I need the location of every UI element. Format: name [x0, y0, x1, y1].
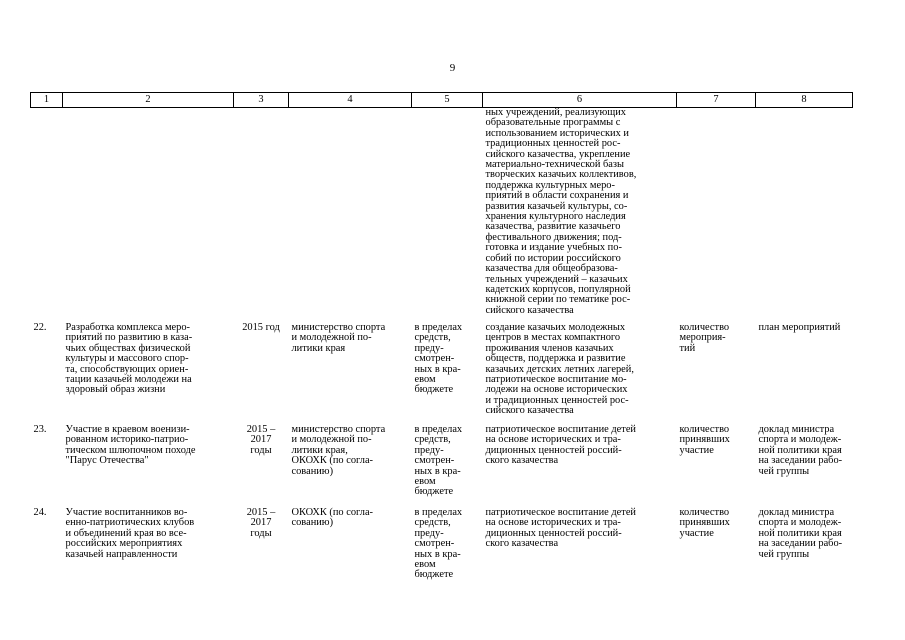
control-cell: доклад министра спорта и молодеж- ной политики края на заседании рабо- чей группы: [758, 424, 843, 477]
column-number: 1: [31, 93, 63, 108]
table-row: [31, 505, 853, 581]
measure-name: Участие в краевом военизи- рованном историко-патрио- тическом шлюпочном походе "Парус Отечества": [65, 424, 196, 467]
indicator-cell: количество принявших участие: [679, 424, 730, 456]
column-number: 5: [412, 93, 483, 108]
result-cell: патриотическое воспитание детей на основе исторических и тра- диционных ценностей россий- ского казачества: [485, 424, 636, 467]
row-number: 24.: [33, 507, 47, 518]
column-number: 7: [677, 93, 756, 108]
indicator-cell: количество принявших участие: [679, 507, 730, 539]
funding-cell: в пределах средств, преду- смотрен- ных в кра- евом бюджете: [414, 322, 463, 396]
column-number: 2: [63, 93, 234, 108]
row-number: 22.: [33, 322, 47, 333]
period-cell: 2015 – 2017 годы: [246, 424, 276, 456]
control-cell: доклад министра спорта и молодеж- ной политики края на заседании рабо- чей группы: [758, 507, 843, 560]
continued-result-cell: ных учреждений, реализующих образовательные программы с использованием исторических и традиционных ценностей рос- сийского казачества, укрепление материально-технической базы творческих казачьих коллективов, поддержка культурных меро- приятий в области сохранения и развития казачьей культуры, со- хранения культурного наследия казачества, развитие казачьего фестивального движения; под- готовка и издание учебных по- собий по истории российского казачества для общеобразова- тельных учреждений – казачьих кадетских корпусов, популярной книжной серии по тематике рос- сийского казачества: [485, 107, 637, 316]
result-cell: создание казачьих молодежных центров в местах компактного проживания членов казачьих обществ, поддержка и развитие казачьих детских летних лагерей, патриотическое воспитание мо- лодежи на основе исторических и традиционных ценностей рос- сийского казачества: [485, 322, 634, 417]
period-cell: 2015 год: [242, 322, 280, 333]
control-cell: план мероприятий: [758, 322, 841, 333]
measure-name: Разработка комплекса меро- приятий по развитию в каза- чьих обществах физической культуры и массового спор- та, способствующих ориен- тации казачьей молодежи на здоровый образ жизни: [65, 322, 193, 396]
column-number-row: [31, 93, 853, 108]
result-cell: патриотическое воспитание детей на основе исторических и тра- диционных ценностей россий- ского казачества: [485, 507, 636, 550]
continuation-row: [31, 108, 853, 321]
column-number: 4: [289, 93, 412, 108]
page-number: 9: [449, 62, 456, 74]
measures-table: [30, 92, 853, 581]
indicator-cell: количество мероприя- тий: [679, 322, 730, 354]
executor-cell: министерство спорта и молодежной по- литики края: [291, 322, 386, 354]
period-cell: 2015 – 2017 годы: [246, 507, 276, 539]
measure-name: Участие воспитанников во- енно-патриотических клубов и объединений края во все- российских мероприятиях казачьей направленности: [65, 507, 195, 560]
funding-cell: в пределах средств, преду- смотрен- ных в кра- евом бюджете: [414, 424, 463, 498]
column-number: 8: [756, 93, 853, 108]
executor-cell: министерство спорта и молодежной по- литики края, ОКОХК (по согла- сованию): [291, 424, 386, 477]
executor-cell: ОКОХК (по согла- сованию): [291, 507, 374, 529]
column-number: 3: [234, 93, 289, 108]
funding-cell: в пределах средств, преду- смотрен- ных в кра- евом бюджете: [414, 507, 463, 581]
row-number: 23.: [33, 424, 47, 435]
column-number: 6: [483, 93, 677, 108]
table-row: [31, 320, 853, 422]
table-row: [31, 422, 853, 505]
